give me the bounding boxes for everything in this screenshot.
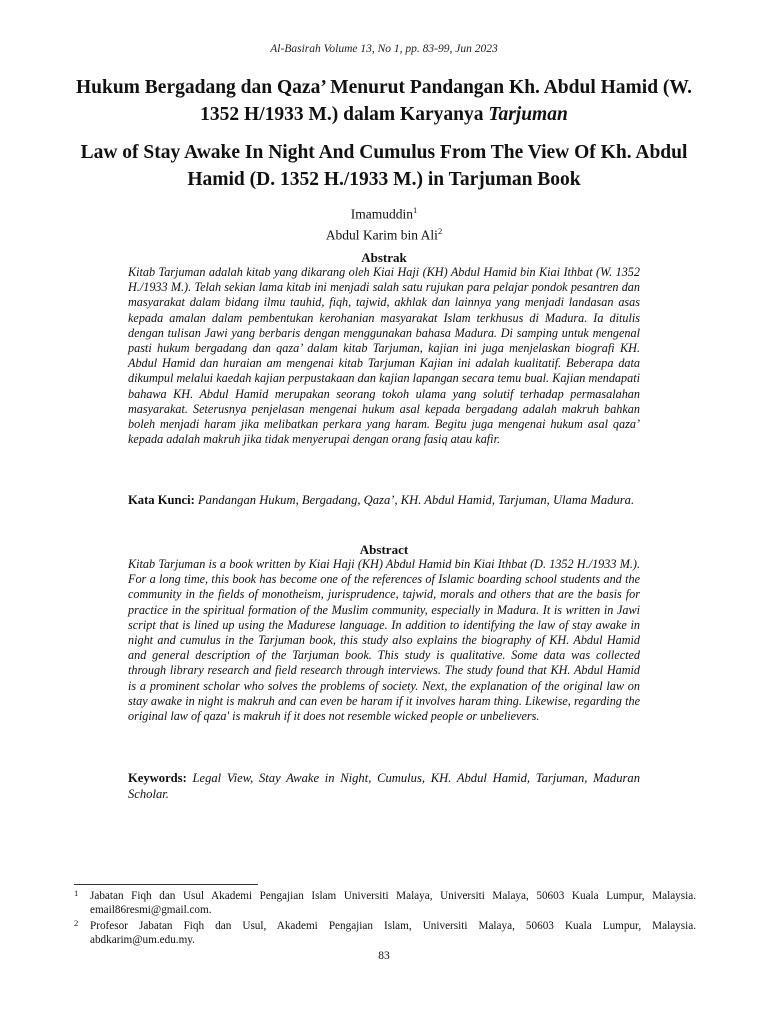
title-indonesian-italic: Tarjuman	[488, 104, 568, 125]
footnotes	[74, 889, 696, 949]
page-number: 83	[378, 950, 390, 962]
author-footnote-mark: 2	[437, 225, 443, 236]
footnote-number: 2	[74, 918, 79, 928]
author-footnote-mark: 1	[413, 205, 418, 215]
keywords	[128, 771, 640, 802]
author-1	[0, 202, 768, 223]
keywords-text: Legal View, Stay Awake in Night, Cumulus, KH. Abdul Hamid, Tarjuman, Maduran Scholar.	[128, 771, 640, 801]
kata-kunci	[128, 493, 640, 509]
kata-kunci-label: Kata Kunci:	[128, 493, 195, 507]
abstrak-text: Kitab Tarjuman adalah kitab yang dikarang oleh Kiai Haji (KH) Abdul Hamid bin Kiai Ithbat (W. 1352 H./1933 M.). Telah sekian lama kitab ini menjadi salah satu rujukan para pelajar pondok pesantren dan masyarakat dalam bidang ilmu tauhid, fiqh, tajwid, akhlak dan lainnya yang menjadi landasan asas kepada amalan dalam pembentukan kerohanian masyarakat Islam terkhusus di Madura. Ia ditulis dengan tulisan Jawi yang berbaris dengan menggunakan bahasa Madura. Di samping untuk mengenal pasti hukum bergadang dan qaza’ dalam kitab Tarjuman, kajian ini juga menjelaskan biografi KH. Abdul Hamid dan huraian am mengenai kitab Tarjuman Kajian ini adalah kualitatif. Beberapa data dikumpul melalui kaedah kajian perpustakaan dan kajian lapangan secara temu bual. Kajian mendapati bahawa KH. Abdul Hamid merupakan seorang tokoh ulama yang solutif terhadap permasalahan masyarakat. Seterusnya penjelasan mengenai hukum asal kepada bergadang adalah makruh bahkan boleh menjadi haram jika melibatkan perkara yang haram. Begitu juga mengenai hukum asal qaza’ kepada adalah makruh jika tidak menyerupai dengan orang fasiq atau kafir.	[128, 265, 640, 447]
footnote-text: Jabatan Fiqh dan Usul Akademi Pengajian Islam Universiti Malaya, Universiti Malaya, 50603 Kuala Lumpur, Malaysia. email86resmi@gmail.com.	[90, 890, 696, 916]
kata-kunci-text: Pandangan Hukum, Bergadang, Qaza’, KH. Abdul Hamid, Tarjuman, Ulama Madura.	[197, 493, 635, 507]
title-english: Law of Stay Awake In Night And Cumulus From The View Of Kh. Abdul Hamid (D. 1352 H./1933 M.) in Tarjuman Book	[80, 142, 688, 190]
author-2	[0, 223, 768, 244]
author-name: Imamuddin	[350, 206, 413, 222]
journal-header: Al-Basirah Volume 13, No 1, pp. 83-99, Jun 2023	[270, 43, 498, 55]
footnote-2	[74, 919, 696, 947]
abstract-heading: Abstract	[359, 542, 409, 557]
title-indonesian-main: Hukum Bergadang dan Qaza’ Menurut Pandangan Kh. Abdul Hamid (W. 1352 H/1933 M.) dalam Karyanya	[75, 77, 693, 125]
footnote-number: 1	[74, 888, 79, 898]
abstract-text: Kitab Tarjuman is a book written by Kiai Haji (KH) Abdul Hamid bin Kiai Ithbat (D. 1352 H./1933 M.). For a long time, this book has become one of the references of Islamic boarding school students and the community in the fields of monotheism, jurisprudence, tajwid, morals and others that are the basis for practice in the spiritual formation of the Muslim community, especially in Madura. It is written in Jawi script that is lined up using the Madurese language. In addition to identifying the law of stay awake in night and cumulus in the Tarjuman book, this study also explains the biography of KH. Abdul Hamid and general description of the Tarjuman book. This study is qualitative. Some data was collected through library research and field research through interviews. The study found that KH. Abdul Hamid is a prominent scholar who solves the problems of society. Next, the explanation of the original law on stay awake in night is makruh and can even be haram if it involves haram thing. Likewise, regarding the original law of qaza' is makruh if it does not resemble wicked people or unbelievers.	[128, 557, 640, 724]
footnote-rule	[74, 884, 258, 885]
footnote-1	[74, 889, 696, 917]
author-list	[0, 202, 768, 243]
keywords-label: Keywords:	[128, 771, 187, 785]
author-name: Abdul Karim bin Ali	[325, 227, 438, 242]
abstrak-heading: Abstrak	[361, 250, 407, 265]
footnote-text: Profesor Jabatan Fiqh dan Usul, Akademi Pengajian Islam, Universiti Malaya, 50603 Kuala Lumpur, Malaysia. abdkarim@um.edu.my.	[90, 920, 696, 946]
title-indonesian	[60, 74, 708, 128]
